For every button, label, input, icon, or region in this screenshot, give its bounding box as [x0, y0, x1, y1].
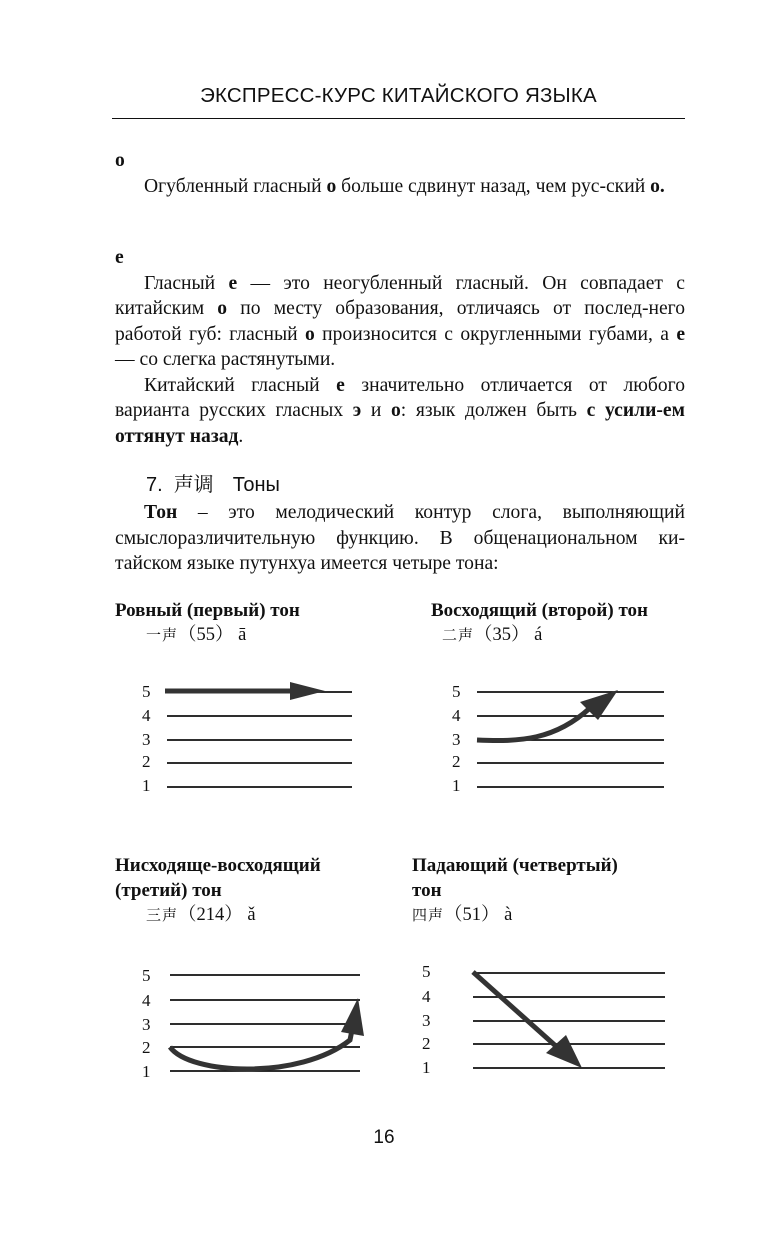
- tone-2-heading: Восходящий (второй) тон: [431, 600, 648, 621]
- running-header: ЭКСПРЕСС-КУРС КИТАЙСКОГО ЯЗЫКА: [200, 84, 597, 107]
- section-7-intro: [115, 500, 685, 577]
- level-label: 1: [422, 1058, 431, 1077]
- tone-3-heading: Нисходяще-восходящий (третий) тон: [115, 855, 321, 901]
- section-title: [146, 468, 280, 497]
- level-label: 3: [452, 730, 461, 749]
- section-o: [115, 148, 685, 199]
- intro-paragraph: Тон – это мелодический контур слога, выполняющий смыслоразличительную функцию. В общенациональном ки-тайском языке путунхуа имеется четыре тона:: [115, 502, 685, 574]
- tone-1-subline: 一声（55） ā: [146, 625, 247, 645]
- level-label: 4: [142, 991, 151, 1010]
- tone-1-heading: Ровный (первый) тон: [115, 600, 300, 621]
- level-label: 3: [422, 1011, 431, 1030]
- tone-4-heading: Падающий (четвертый) тон: [412, 855, 618, 901]
- level-label: 5: [142, 682, 151, 701]
- level-label: 2: [422, 1034, 431, 1053]
- section-o-paragraph: Огубленный гласный o больше сдвинут назад, чем рус-ский о.: [144, 175, 665, 197]
- tone-3-subline: 三声（214） ǎ: [146, 905, 256, 925]
- tone-4-subline: 四声（51） à: [412, 905, 513, 925]
- section-russian-title: Тоны: [232, 474, 280, 496]
- level-label: 2: [142, 752, 151, 771]
- level-label: 3: [142, 1015, 151, 1034]
- arrowhead-icon: [290, 682, 325, 700]
- page-number: 16: [373, 1127, 395, 1148]
- section-e: [115, 245, 685, 449]
- level-label: 4: [422, 987, 431, 1006]
- level-label: 5: [142, 966, 151, 985]
- level-label: 3: [142, 730, 151, 749]
- arrowhead-icon: [341, 998, 364, 1036]
- level-label: 5: [452, 682, 461, 701]
- tone-contour-arrow: [473, 972, 558, 1048]
- level-label: 2: [452, 752, 461, 771]
- header-rule: [112, 118, 685, 119]
- section-chinese-title: 声调: [173, 472, 214, 496]
- tone-4-diagram: [410, 955, 675, 1080]
- tone-2-subline: 二声（35） á: [442, 625, 543, 645]
- level-label: 2: [142, 1038, 151, 1057]
- level-label: 4: [142, 706, 151, 725]
- level-label: 1: [142, 1062, 151, 1081]
- section-e-paragraph-1: Гласный e — это неогубленный гласный. Он совпадает с китайским o по месту образования, отличаясь от послед-него работой губ: гласный o произносится с округленными губами, а e — со слегка растянутыми.: [115, 272, 686, 370]
- level-label: 4: [452, 706, 461, 725]
- tone-3-diagram: [130, 960, 380, 1085]
- section-e-paragraph-2: Китайский гласный e значительно отличается от любого варианта русских гласных э и о: язык должен быть с усили-ем оттянут назад.: [115, 374, 686, 447]
- section-number: 7.: [146, 474, 163, 496]
- tone-1-diagram: [130, 670, 370, 800]
- tone-2-diagram: [440, 670, 680, 800]
- section-e-letter: e: [115, 247, 124, 268]
- level-label: 1: [452, 776, 461, 795]
- tone-contour-arrow: [477, 708, 590, 741]
- level-label: 5: [422, 962, 431, 981]
- section-o-letter: o: [115, 150, 125, 171]
- level-label: 1: [142, 776, 151, 795]
